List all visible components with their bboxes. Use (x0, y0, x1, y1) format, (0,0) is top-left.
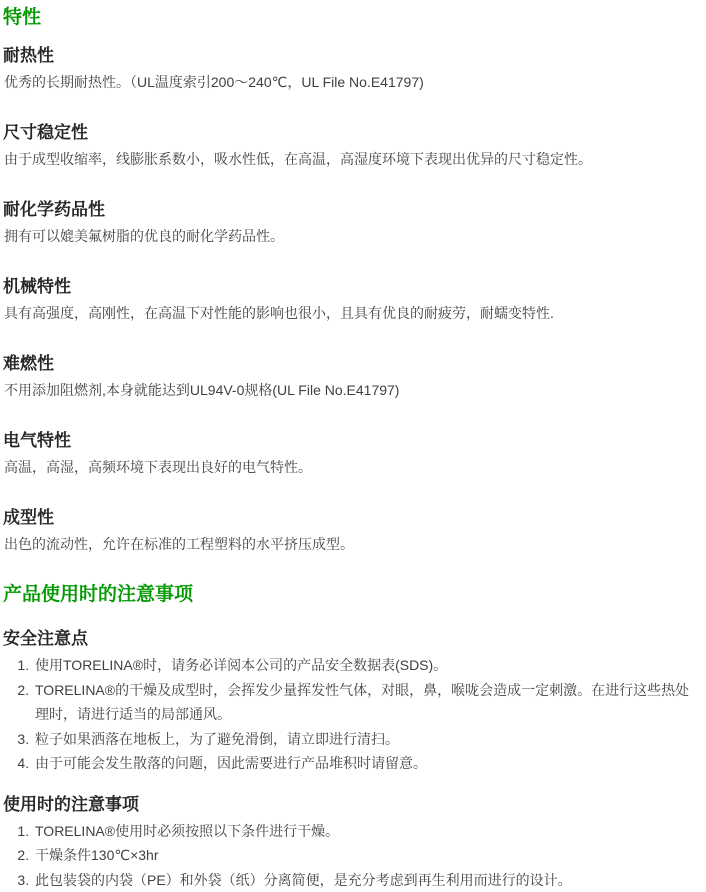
feature-heading: 难燃性 (3, 353, 700, 374)
features-section-title: 特性 (3, 6, 700, 29)
feature-flame-retardancy (3, 353, 700, 400)
safety-notes-heading: 安全注意点 (3, 628, 700, 649)
list-item: 2. TORELINA®的干燥及成型时，会挥发少量挥发性气体，对眼，鼻，喉咙会造成一定刺激。在进行这些热处理时，请进行适当的局部通风。 (33, 678, 700, 727)
feature-moldability (3, 507, 700, 554)
feature-description: 由于成型收缩率，线膨胀系数小，吸水性低，在高温，高湿度环境下表现出优异的尺寸稳定性。 (4, 149, 700, 169)
safety-notes-subsection (3, 628, 700, 776)
feature-chemical-resistance (3, 199, 700, 246)
safety-notes-list (3, 653, 700, 776)
precautions-section-title: 产品使用时的注意事项 (3, 583, 700, 606)
feature-description: 高温，高湿，高频环境下表现出良好的电气特性。 (4, 457, 700, 477)
list-item: 3. 粒子如果洒落在地板上，为了避免滑倒，请立即进行清扫。 (33, 727, 700, 752)
usage-notes-subsection (3, 794, 700, 892)
feature-description: 出色的流动性，允许在标准的工程塑料的水平挤压成型。 (4, 534, 700, 554)
list-item: 1. 使用TORELINA®时，请务必详阅本公司的产品安全数据表(SDS)。 (33, 653, 700, 678)
precautions-section (3, 583, 700, 892)
feature-description: 优秀的长期耐热性。（UL温度索引200～240℃，UL File No.E41797) (4, 72, 700, 92)
feature-mechanical-properties (3, 276, 700, 323)
feature-heading: 耐热性 (3, 45, 700, 66)
feature-description: 不用添加阻燃剂,本身就能达到UL94V-0规格(UL File No.E41797) (4, 380, 700, 400)
usage-notes-heading: 使用时的注意事项 (3, 794, 700, 815)
feature-heading: 耐化学药品性 (3, 199, 700, 220)
feature-description: 具有高强度，高刚性，在高温下对性能的影响也很小，且具有优良的耐疲劳，耐蠕变特性. (4, 303, 700, 323)
feature-heading: 电气特性 (3, 430, 700, 451)
list-item: 4. 由于可能会发生散落的问题，因此需要进行产品堆积时请留意。 (33, 751, 700, 776)
feature-electrical-properties (3, 430, 700, 477)
list-item: 1. TORELINA®使用时必须按照以下条件进行干燥。 (33, 819, 700, 844)
list-item: 2. 干燥条件130℃×3hr (33, 843, 700, 868)
usage-notes-list (3, 819, 700, 892)
feature-dimensional-stability (3, 122, 700, 169)
feature-description: 拥有可以媲美氟树脂的优良的耐化学药品性。 (4, 226, 700, 246)
feature-heading: 成型性 (3, 507, 700, 528)
list-item: 3. 此包装袋的内袋（PE）和外袋（纸）分离简便，是充分考虑到再生利用而进行的设计。 (33, 868, 700, 892)
features-section (3, 6, 700, 554)
feature-heat-resistance (3, 45, 700, 92)
feature-heading: 机械特性 (3, 276, 700, 297)
feature-heading: 尺寸稳定性 (3, 122, 700, 143)
